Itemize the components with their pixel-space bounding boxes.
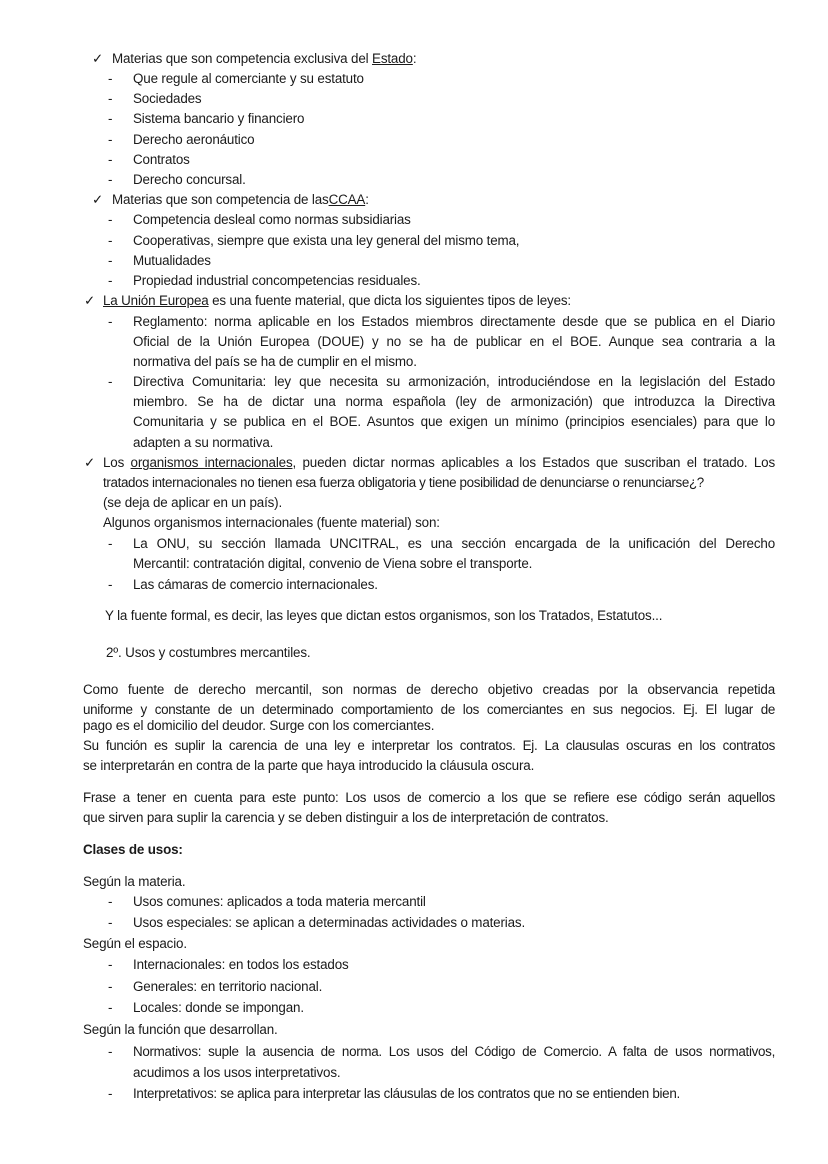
list-item: Locales: donde se impongan. (133, 1000, 304, 1015)
list-item: Normativos: suple la ausencia de norma. Los usos del Código de Comercio. A falta de usos normativos, (133, 1044, 775, 1059)
clases-heading: Clases de usos: (83, 842, 183, 857)
dash-icon: - (108, 1086, 113, 1101)
paragraph-line: que sirven para suplir la carencia y se deben distinguir a los de interpretación de contratos. (83, 810, 609, 825)
dash-icon: - (108, 212, 113, 227)
dash-icon: - (108, 979, 113, 994)
list-item: Generales: en territorio nacional. (133, 979, 323, 994)
category-label: Según la función que desarrollan. (83, 1022, 278, 1037)
list-item: Derecho aeronáutico (133, 132, 255, 147)
list-item: Sistema bancario y financiero (133, 111, 305, 126)
estado-lead: Materias que son competencia exclusiva del Estado: (112, 51, 417, 66)
list-item: Contratos (133, 152, 190, 167)
list-item: Usos especiales: se aplican a determinadas actividades o materias. (133, 915, 526, 930)
directiva-line: Comunitaria y se publica en el BOE. Asuntos que exigen un mínimo (principios esenciales) para que lo (133, 414, 775, 429)
category-label: Según la materia. (83, 874, 186, 889)
list-item: acudimos a los usos interpretativos. (133, 1065, 341, 1080)
dash-icon: - (108, 152, 113, 167)
paragraph-line: Su función es suplir la carencia de una ley e interpretar los contratos. Ej. La clausulas oscuras en los contratos (83, 738, 775, 753)
paragraph-line: Como fuente de derecho mercantil, son normas de derecho objetivo creadas por la observancia repetida (83, 682, 775, 697)
fuente-formal: Y la fuente formal, es decir, las leyes que dictan estos organismos, son los Tratados, Estatutos... (105, 608, 663, 623)
checkmark-icon: ✓ (92, 192, 104, 207)
reglamento-line: Reglamento: norma aplicable en los Estados miembros directamente desde que se publica en el Diario (133, 314, 775, 329)
paragraph-line: se interpretarán en contra de la parte que haya introducido la cláusula oscura. (83, 758, 535, 773)
dash-icon: - (108, 233, 113, 248)
ue-lead: La Unión Europea es una fuente material, que dicta los siguientes tipos de leyes: (103, 293, 571, 308)
ccaa-link: CCAA (328, 192, 366, 207)
paragraph-line: uniforme y constante de un determinado comportamiento de los comerciantes en sus negocios. Ej. El lugar de (83, 702, 775, 717)
oi-link: organismos internacionales (130, 455, 293, 470)
dash-icon: - (108, 111, 113, 126)
dash-icon: - (108, 1000, 113, 1015)
dash-icon: - (108, 1044, 113, 1059)
dash-icon: - (108, 577, 113, 592)
directiva-line: miembro. Se ha de dictar una norma española (ley de armonización) que introduzca la Directiva (133, 394, 775, 409)
list-item: Propiedad industrial concompetencias residuales. (133, 273, 421, 288)
ccaa-lead: Materias que son competencia de lasCCAA: (112, 192, 369, 207)
dash-icon: - (108, 894, 113, 909)
dash-icon: - (108, 273, 113, 288)
dash-icon: - (108, 536, 113, 551)
dash-icon: - (108, 374, 113, 389)
paragraph-line: Frase a tener en cuenta para este punto: Los usos de comercio a los que se refiere ese código serán aquellos (83, 790, 775, 805)
category-label: Según el espacio. (83, 936, 187, 951)
list-item: Cooperativas, siempre que exista una ley general del mismo tema, (133, 233, 520, 248)
reglamento-line: normativa del país se ha de cumplir en el mismo. (133, 354, 417, 369)
dash-icon: - (108, 253, 113, 268)
list-item: Usos comunes: aplicados a toda materia mercantil (133, 894, 426, 909)
list-item: Interpretativos: se aplica para interpretar las cláusulas de los contratos que no se entienden bien. (133, 1086, 680, 1101)
ue-link: La Unión Europea (103, 293, 209, 308)
oi-line: (se deja de aplicar en un país). (103, 495, 283, 510)
checkmark-icon: ✓ (84, 293, 96, 308)
checkmark-icon: ✓ (84, 455, 96, 470)
onu-line: La ONU, su sección llamada UNCITRAL, es una sección encargada de la unificación del Derecho (133, 536, 775, 551)
section-heading: 2º. Usos y costumbres mercantiles. (106, 645, 311, 660)
dash-icon: - (108, 957, 113, 972)
dash-icon: - (108, 915, 113, 930)
dash-icon: - (108, 172, 113, 187)
dash-icon: - (108, 91, 113, 106)
oi-lead: Los organismos internacionales, pueden dictar normas aplicables a los Estados que suscriban el tratado. Los (103, 455, 775, 470)
list-item: Mutualidades (133, 253, 211, 268)
paragraph-line: pago es el domicilio del deudor. Surge con los comerciantes. (83, 718, 435, 733)
list-item: Sociedades (133, 91, 202, 106)
oi-line: tratados internacionales no tienen esa fuerza obligatoria y tiene posibilidad de denunciarse o renunciarse¿? (103, 475, 704, 490)
onu-line: Mercantil: contratación digital, convenio de Viena sobre el transporte. (133, 556, 533, 571)
list-item: Competencia desleal como normas subsidiarias (133, 212, 411, 227)
reglamento-line: Oficial de la Unión Europea (DOUE) y no se ha de publicar en el BOE. Aunque sea contraria a la (133, 334, 775, 349)
checkmark-icon: ✓ (92, 51, 104, 66)
estado-link: Estado (372, 51, 413, 66)
dash-icon: - (108, 132, 113, 147)
list-item: Que regule al comerciante y su estatuto (133, 71, 364, 86)
list-item: Las cámaras de comercio internacionales. (133, 577, 378, 592)
directiva-line: adapten a su normativa. (133, 435, 274, 450)
list-item: Internacionales: en todos los estados (133, 957, 349, 972)
oi-line: Algunos organismos internacionales (fuente material) son: (103, 515, 440, 530)
dash-icon: - (108, 71, 113, 86)
list-item: Derecho concursal. (133, 172, 246, 187)
dash-icon: - (108, 314, 113, 329)
directiva-line: Directiva Comunitaria: ley que necesita su armonización, introduciéndose en la legislación del Estado (133, 374, 775, 389)
